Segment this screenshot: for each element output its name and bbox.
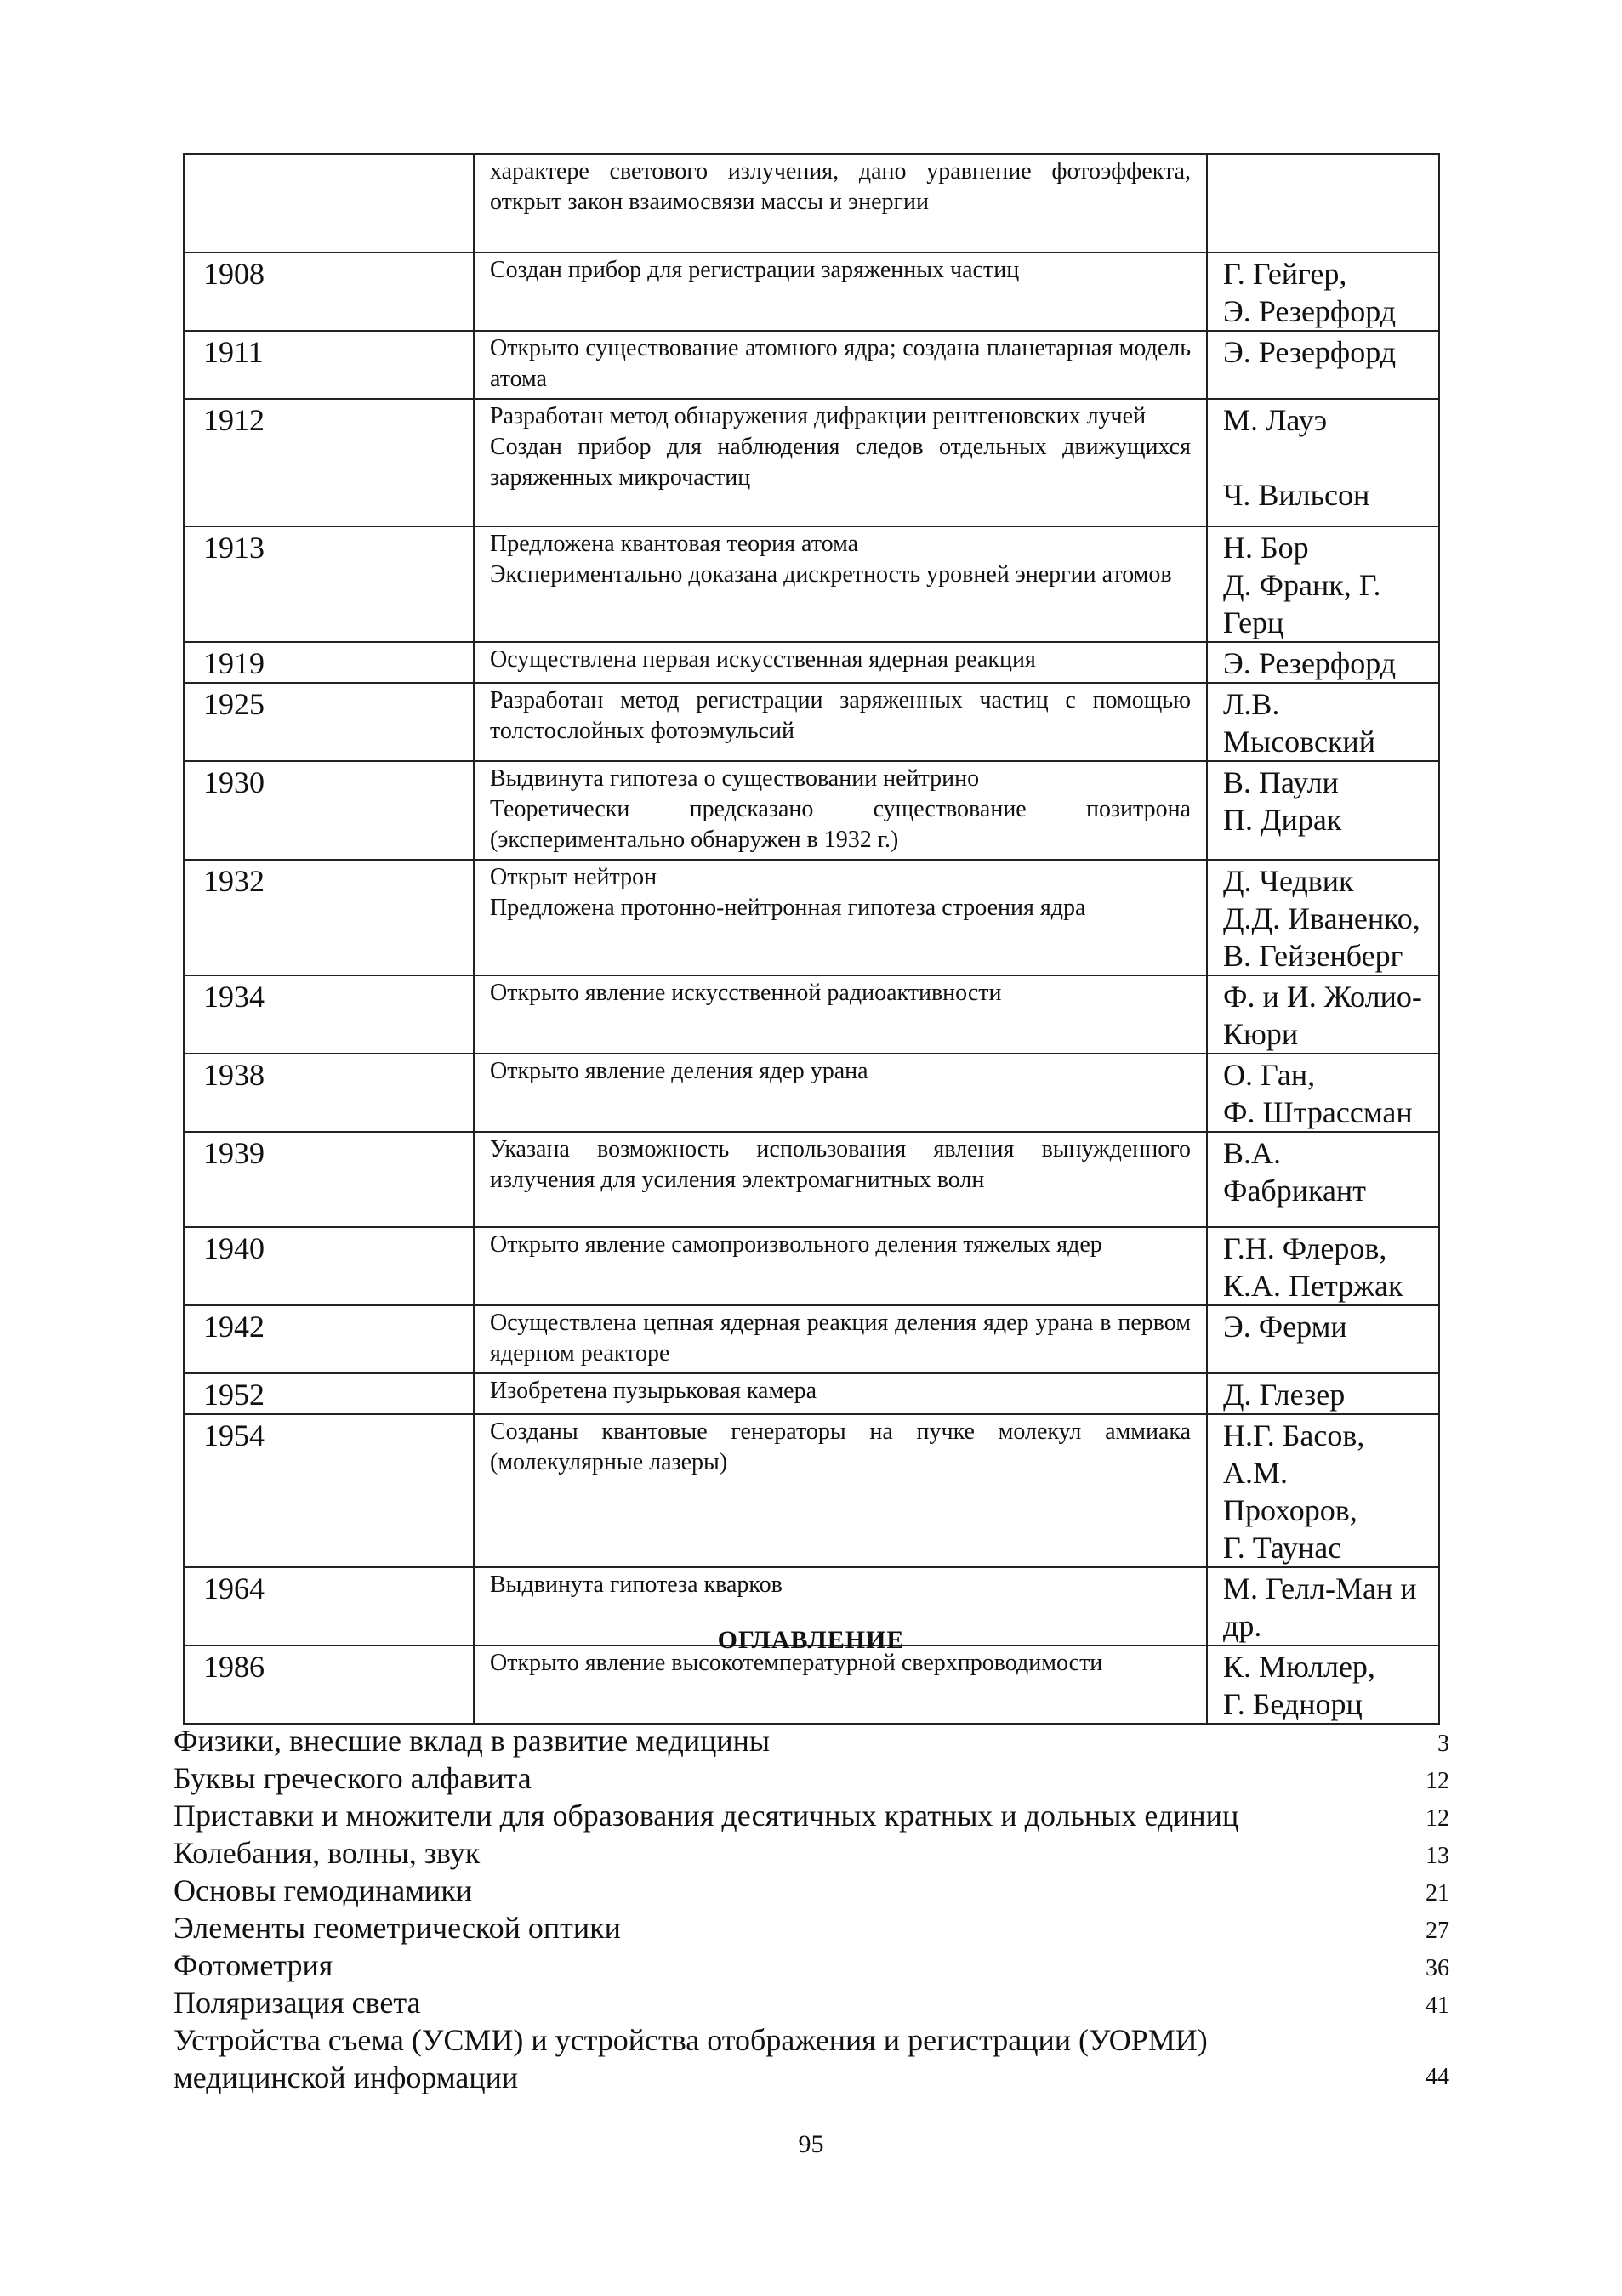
table-row — [184, 399, 1439, 526]
toc-entry-title: Физики, внесшие вклад в развитие медицины — [174, 1724, 771, 1758]
year-cell: 1964 — [184, 1567, 474, 1645]
year-cell: 1938 — [184, 1054, 474, 1132]
scientist-name: К.А. Петржак — [1223, 1269, 1403, 1303]
table-row — [184, 253, 1439, 331]
scientist-name: Ф. Штрассман — [1223, 1095, 1413, 1129]
description-text: Открыто явление деления ядер урана — [490, 1058, 868, 1084]
toc-title: ОГЛАВЛЕНИЕ — [717, 1626, 905, 1654]
description-cell — [474, 1054, 1207, 1132]
toc-entry[interactable] — [174, 1834, 1449, 1872]
toc-entry[interactable] — [174, 1759, 1449, 1797]
scientist-cell — [1207, 683, 1439, 761]
discoveries-table — [183, 153, 1440, 1725]
scientist-cell — [1207, 975, 1439, 1054]
description-text: Открыт нейтрон — [490, 864, 657, 890]
scientist-name: М. Лауэ — [1223, 403, 1328, 437]
toc-entry-page: 41 — [1426, 1992, 1449, 2019]
scientist-name: Э. Резерфорд — [1223, 646, 1397, 680]
description-text: Осуществлена первая искусственная ядерная реакция — [490, 646, 1036, 673]
toc-entry-title: Устройства съема (УСМИ) и устройства отображения и регистрации (УОРМИ) медицинской информации — [174, 2023, 1208, 2094]
scientist-name: О. Ган, — [1223, 1058, 1316, 1092]
description-cell — [474, 1132, 1207, 1227]
year-cell: 1942 — [184, 1305, 474, 1373]
description-text: Теоретически предсказано существование позитрона (экспериментально обнаружен в 1932 г.) — [490, 796, 1191, 853]
description-text: Предложена протонно-нейтронная гипотеза строения ядра — [490, 895, 1086, 921]
table-row — [184, 1645, 1439, 1724]
page-number: 95 — [798, 2130, 824, 2158]
scientist-name: Кюри — [1223, 1017, 1299, 1051]
scientist-name: Ч. Вильсон — [1223, 478, 1370, 512]
table-row — [184, 975, 1439, 1054]
scientist-name: Ф. и И. Жолио- — [1223, 980, 1422, 1014]
toc-entry-page: 21 — [1426, 1880, 1449, 1907]
scientist-name: А.М. Прохоров, — [1223, 1456, 1357, 1527]
year-cell: 1932 — [184, 860, 474, 975]
description-text: Создан прибор для наблюдения следов отдельных движущихся заряженных микрочастиц — [490, 434, 1191, 491]
scientist-cell — [1207, 1132, 1439, 1227]
scientist-name: В. Гейзенберг — [1223, 939, 1403, 973]
toc-entry[interactable] — [174, 2021, 1449, 2096]
toc-entry-title: Приставки и множители для образования десятичных кратных и дольных единиц — [174, 1799, 1239, 1833]
scientist-name: Г. Гейгер, — [1223, 257, 1347, 291]
scientist-name: Г. Беднорц — [1223, 1687, 1363, 1721]
scientist-cell — [1207, 1054, 1439, 1132]
toc-entry-title: Буквы греческого алфавита — [174, 1761, 532, 1795]
description-text: Открыто явление самопроизвольного деления тяжелых ядер — [490, 1231, 1102, 1258]
toc-entry[interactable] — [174, 1946, 1449, 1984]
toc-entry[interactable] — [174, 1984, 1449, 2021]
year-cell: 1908 — [184, 253, 474, 331]
scientist-name: М. Гелл-Ман и — [1223, 1571, 1417, 1605]
toc-entry-title: Элементы геометрической оптики — [174, 1911, 621, 1945]
table-row — [184, 761, 1439, 860]
scientist-cell — [1207, 154, 1439, 253]
table-row — [184, 1227, 1439, 1305]
toc-entry-title: Колебания, волны, звук — [174, 1836, 481, 1870]
scientist-cell — [1207, 860, 1439, 975]
table-row — [184, 154, 1439, 253]
toc-entry[interactable] — [174, 1722, 1449, 1759]
toc-entry-title: Основы гемодинамики — [174, 1873, 473, 1907]
toc-entry-page: 13 — [1426, 1843, 1449, 1869]
year-cell: 1940 — [184, 1227, 474, 1305]
year-cell: 1913 — [184, 526, 474, 642]
description-text: Открыто существование атомного ядра; создана планетарная модель атома — [490, 335, 1191, 392]
table-row — [184, 683, 1439, 761]
scientist-cell — [1207, 761, 1439, 860]
description-text: Экспериментально доказана дискретность уровней энергии атомов — [490, 561, 1172, 588]
scientist-name: др. — [1223, 1609, 1262, 1643]
table-row — [184, 1054, 1439, 1132]
scientist-name: Д.Д. Иваненко, — [1223, 901, 1420, 935]
scientist-name: Н.Г. Басов, — [1223, 1418, 1365, 1452]
scientist-cell — [1207, 642, 1439, 683]
year-cell — [184, 154, 474, 253]
description-cell — [474, 1373, 1207, 1414]
description-cell — [474, 1227, 1207, 1305]
description-cell — [474, 253, 1207, 331]
toc-entry[interactable] — [174, 1872, 1449, 1909]
scientist-name: В.А. Фабрикант — [1223, 1136, 1366, 1208]
scientist-name: Д. Глезер — [1223, 1378, 1346, 1412]
description-cell — [474, 860, 1207, 975]
description-text: Открыто явление искусственной радиоактивности — [490, 980, 1002, 1006]
toc-entry[interactable] — [174, 1797, 1449, 1834]
table-row — [184, 642, 1439, 683]
scientist-name: Д. Чедвик — [1223, 864, 1354, 898]
table-row — [184, 1373, 1439, 1414]
scientist-name: Н. Бор — [1223, 531, 1309, 565]
year-cell: 1954 — [184, 1414, 474, 1567]
scientist-cell — [1207, 331, 1439, 399]
description-cell — [474, 331, 1207, 399]
description-text: Разработан метод обнаружения дифракции рентгеновских лучей — [490, 403, 1147, 429]
scientist-cell — [1207, 1373, 1439, 1414]
year-cell: 1986 — [184, 1645, 474, 1724]
description-text: Указана возможность использования явления вынужденного излучения для усиления электромагнитных волн — [490, 1136, 1191, 1193]
toc-entry-page: 27 — [1426, 1918, 1449, 1944]
year-cell: 1930 — [184, 761, 474, 860]
scientist-name: Э. Резерфорд — [1223, 294, 1397, 328]
description-text: Разработан метод регистрации заряженных частиц с помощью толстослойных фотоэмульсий — [490, 687, 1191, 744]
table-row — [184, 331, 1439, 399]
toc-entry-title: Поляризация света — [174, 1986, 421, 2020]
scientist-name: Э. Ферми — [1223, 1310, 1347, 1344]
description-cell — [474, 683, 1207, 761]
year-cell: 1912 — [184, 399, 474, 526]
toc-entry-page: 12 — [1426, 1805, 1449, 1832]
toc-entry-title: Фотометрия — [174, 1948, 333, 1982]
description-text: Осуществлена цепная ядерная реакция деления ядер урана в первом ядерном реакторе — [490, 1310, 1191, 1367]
toc-entry-page: 44 — [1426, 2064, 1449, 2090]
table-row — [184, 526, 1439, 642]
scientist-name: К. Мюллер, — [1223, 1650, 1375, 1684]
table-row — [184, 1414, 1439, 1567]
scientist-cell — [1207, 1645, 1439, 1724]
toc-entry-page: 36 — [1426, 1955, 1449, 1981]
scientist-name: Д. Франк, Г. Герц — [1223, 568, 1381, 639]
scientist-cell — [1207, 1227, 1439, 1305]
table-of-contents — [174, 1722, 1449, 2096]
year-cell: 1952 — [184, 1373, 474, 1414]
description-cell — [474, 526, 1207, 642]
description-text: Созданы квантовые генераторы на пучке молекул аммиака (молекулярные лазеры) — [490, 1418, 1191, 1475]
scientist-cell — [1207, 1305, 1439, 1373]
description-cell — [474, 642, 1207, 683]
description-cell — [474, 154, 1207, 253]
toc-entry-page: 3 — [1437, 1731, 1449, 1757]
description-cell — [474, 975, 1207, 1054]
scientist-cell — [1207, 526, 1439, 642]
description-text: Выдвинута гипотеза о существовании нейтрино — [490, 765, 980, 792]
scientist-name: П. Дирак — [1223, 803, 1342, 837]
scientist-name: Л.В. Мысовский — [1223, 687, 1375, 759]
scientist-cell — [1207, 253, 1439, 331]
description-cell — [474, 1414, 1207, 1567]
scientist-name: В. Паули — [1223, 765, 1339, 799]
description-text: Предложена квантовая теория атома — [490, 531, 859, 557]
table-row — [184, 1305, 1439, 1373]
description-text: Создан прибор для регистрации заряженных частиц — [490, 257, 1020, 283]
scientist-name: Г.Н. Флеров, — [1223, 1231, 1387, 1265]
year-cell: 1939 — [184, 1132, 474, 1227]
year-cell: 1919 — [184, 642, 474, 683]
scientist-cell — [1207, 399, 1439, 526]
scientist-cell — [1207, 1414, 1439, 1567]
year-cell: 1925 — [184, 683, 474, 761]
scientist-name: Г. Таунас — [1223, 1531, 1342, 1565]
year-cell: 1934 — [184, 975, 474, 1054]
description-cell — [474, 1645, 1207, 1724]
year-cell: 1911 — [184, 331, 474, 399]
description-cell — [474, 399, 1207, 526]
table-row — [184, 1132, 1439, 1227]
description-text: Выдвинута гипотеза кварков — [490, 1571, 783, 1598]
table-row — [184, 860, 1439, 975]
description-cell — [474, 761, 1207, 860]
description-text: характере светового излучения, дано уравнение фотоэффекта, открыт закон взаимосвязи массы и энергии — [490, 158, 1191, 215]
toc-entry[interactable] — [174, 1909, 1449, 1946]
scientist-name: Э. Резерфорд — [1223, 335, 1397, 369]
description-text: Изобретена пузырьковая камера — [490, 1378, 817, 1404]
description-text: Открыто явление высокотемпературной сверхпроводимости — [490, 1650, 1103, 1676]
toc-entry-page: 12 — [1426, 1768, 1449, 1794]
description-cell — [474, 1305, 1207, 1373]
